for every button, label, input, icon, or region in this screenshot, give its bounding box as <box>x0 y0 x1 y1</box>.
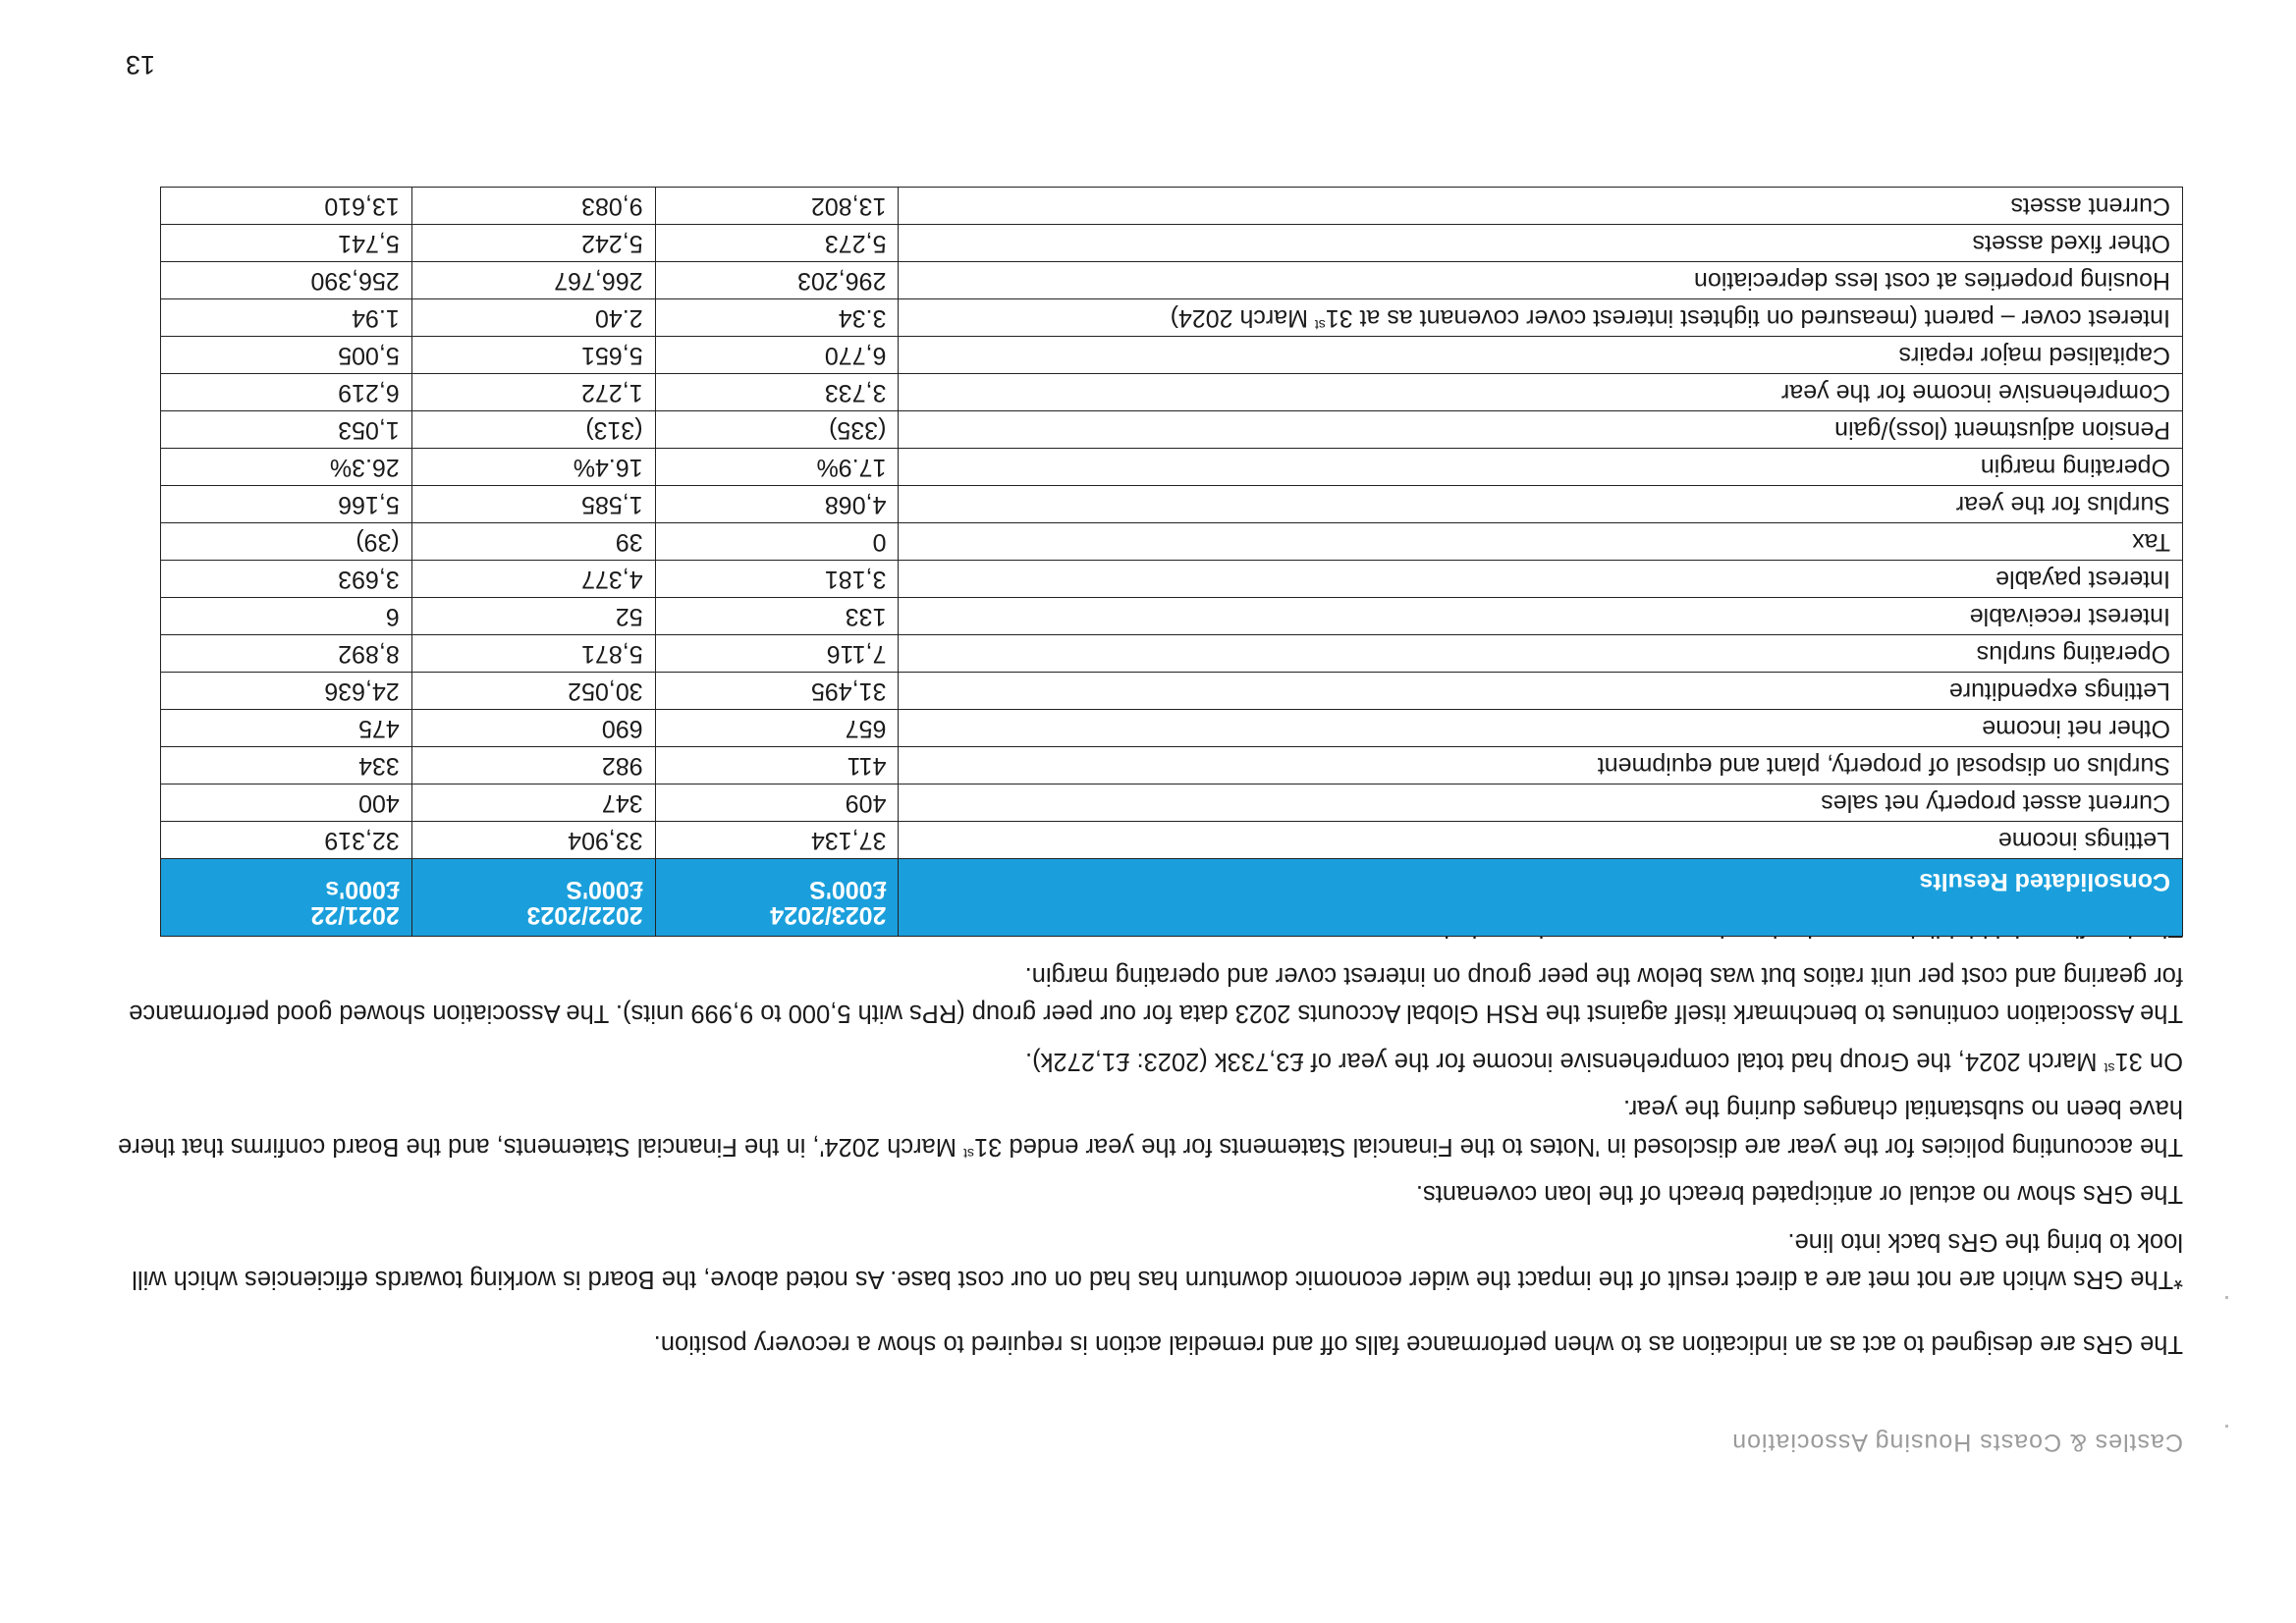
row-value: (313) <box>411 411 655 449</box>
row-label <box>899 747 2183 784</box>
row-value: 0 <box>655 523 899 561</box>
row-value: 3,733 <box>655 374 899 411</box>
row-label-text: Surplus on disposal of property, plant and equipment <box>1597 752 2170 780</box>
row-label <box>899 225 2183 262</box>
row-value: 3,693 <box>161 561 412 598</box>
row-value: 982 <box>411 747 655 784</box>
row-value: 1,053 <box>161 411 412 449</box>
superscript: st <box>1314 317 1326 333</box>
row-value: 33,904 <box>411 822 655 859</box>
row-value: 9,083 <box>411 188 655 225</box>
header-unit: £000's <box>325 876 400 903</box>
row-value: 4,068 <box>655 486 899 523</box>
row-value: 24,636 <box>161 673 412 710</box>
row-value: 5,166 <box>161 486 412 523</box>
row-value: 16.4% <box>411 449 655 486</box>
row-value: 31,495 <box>655 673 899 710</box>
row-label-text: March 2024) <box>1170 304 1315 332</box>
row-value: 133 <box>655 598 899 635</box>
row-value: 5,741 <box>161 225 412 262</box>
row-value: 266,767 <box>411 262 655 299</box>
row-label-text: Interest cover – parent (measured on tightest interest cover covenant as at 31 <box>1325 304 2170 332</box>
table-row <box>161 188 2183 225</box>
table-row <box>161 374 2183 411</box>
margin-mark <box>2225 1425 2228 1428</box>
row-value: (39) <box>161 523 412 561</box>
text-segment: March 2024, the Group had total comprehensive income for the year of £3,733k (2023: £1,272k). <box>1025 1048 2105 1075</box>
row-value: 37,134 <box>655 822 899 859</box>
row-value: 334 <box>161 747 412 784</box>
row-label-text: Tax <box>2132 528 2170 556</box>
row-value: 26.3% <box>161 449 412 486</box>
text-segment: On 31 <box>2114 1048 2183 1075</box>
row-value: 30,052 <box>411 673 655 710</box>
header-year: 2023/2024 <box>770 901 887 929</box>
row-value: 5,871 <box>411 635 655 673</box>
row-label <box>899 635 2183 673</box>
row-label <box>899 486 2183 523</box>
header-year-col <box>655 859 899 937</box>
row-label-text: Lettings income <box>1997 827 2170 854</box>
paragraph-accounting-policies <box>113 1090 2183 1165</box>
paragraph-no-breach: The GRs show no actual or anticipated breach of the loan covenants. <box>1415 1180 2183 1209</box>
row-label <box>899 337 2183 374</box>
row-value: 400 <box>161 784 412 822</box>
row-label <box>899 710 2183 747</box>
row-value: 39 <box>411 523 655 561</box>
row-label-text: Lettings expenditure <box>1948 677 2170 705</box>
row-label <box>899 561 2183 598</box>
row-value: 5,005 <box>161 337 412 374</box>
table-row <box>161 673 2183 710</box>
table-row <box>161 635 2183 673</box>
row-label-text: Other net income <box>1982 715 2170 742</box>
row-value: 7,116 <box>655 635 899 673</box>
header-unit: £000'S <box>809 876 887 903</box>
table-row <box>161 561 2183 598</box>
row-label-text: Interest payable <box>1995 566 2170 593</box>
row-label-text: Current assets <box>2010 192 2170 220</box>
table-body <box>161 188 2183 859</box>
row-value: 6,219 <box>161 374 412 411</box>
row-value: 2.40 <box>411 299 655 337</box>
row-label-text: Pension adjustment (loss)/gain <box>1834 416 2170 444</box>
text-segment: March 2024', in the Financial Statements, and the Board confirms that there have been no substantial changes during the year. <box>118 1095 2183 1161</box>
row-label-text: Operating margin <box>1980 454 2170 481</box>
row-label-text: Housing properties at cost less depreciation <box>1694 267 2170 295</box>
row-value: 17.9% <box>655 449 899 486</box>
paragraph-benchmark: The Association continues to benchmark itself against the RSH Global Accounts 2023 data for our peer group (RPs with 5,000 to 9,999 units). The Association showed good performance for gearing and cost per unit ratios but was below the peer group on interest cover and operating margin. <box>129 962 2183 1028</box>
row-value: 657 <box>655 710 899 747</box>
row-value: 3,181 <box>655 561 899 598</box>
row-label <box>899 262 2183 299</box>
superscript: st <box>963 1146 974 1162</box>
table-header-row <box>161 859 2183 937</box>
row-value: 6,770 <box>655 337 899 374</box>
row-value: 256,390 <box>161 262 412 299</box>
row-value: 690 <box>411 710 655 747</box>
row-value: (335) <box>655 411 899 449</box>
row-value: 6 <box>161 598 412 635</box>
text-segment: The accounting policies for the year are disclosed in 'Notes to the Financial Statements for the year ended 31 <box>974 1133 2183 1161</box>
table-row <box>161 822 2183 859</box>
row-label <box>899 598 2183 635</box>
table-row <box>161 523 2183 561</box>
header-label: Consolidated Results <box>899 859 2183 937</box>
table-row <box>161 262 2183 299</box>
row-label <box>899 411 2183 449</box>
header-year-col <box>411 859 655 937</box>
row-label-text: Capitalised major repairs <box>1898 342 2170 369</box>
row-value: 296,203 <box>655 262 899 299</box>
row-value: 13,802 <box>655 188 899 225</box>
page-number: 13 <box>125 50 155 80</box>
row-value: 52 <box>411 598 655 635</box>
table-row <box>161 710 2183 747</box>
header-unit: £000'S <box>566 876 643 903</box>
paragraph-comprehensive-income <box>113 1043 2183 1081</box>
consolidated-results-table <box>160 187 2183 937</box>
table-row <box>161 598 2183 635</box>
row-value: 32,319 <box>161 822 412 859</box>
body-text <box>113 899 2183 1363</box>
row-value: 347 <box>411 784 655 822</box>
table-row <box>161 225 2183 262</box>
row-value: 13,610 <box>161 188 412 225</box>
row-value: 1,585 <box>411 486 655 523</box>
row-value: 411 <box>655 747 899 784</box>
header-year-col <box>161 859 412 937</box>
row-value: 5,651 <box>411 337 655 374</box>
row-value: 1.94 <box>161 299 412 337</box>
paragraph-grs-purpose: The GRs are designed to act as an indication as to when performance falls off and remedial action is required to show a recovery position. <box>653 1330 2183 1358</box>
row-label-text: Interest receivable <box>1969 603 2170 630</box>
row-label <box>899 299 2183 337</box>
row-value: 1,272 <box>411 374 655 411</box>
header-year: 2022/2023 <box>526 901 643 929</box>
row-label <box>899 673 2183 710</box>
table-row <box>161 784 2183 822</box>
paragraph-grs-not-met: *The GRs which are not met are a direct result of the impact the wider economic downturn has had on our cost base. As noted above, the Board is working towards efficiencies which will look to bring the GRs back into line. <box>132 1228 2183 1294</box>
margin-mark <box>2225 1296 2228 1299</box>
row-value: 8,892 <box>161 635 412 673</box>
row-value: 475 <box>161 710 412 747</box>
table-row <box>161 449 2183 486</box>
row-label <box>899 449 2183 486</box>
table-row <box>161 411 2183 449</box>
header-year: 2021/22 <box>310 901 400 929</box>
row-value: 5,273 <box>655 225 899 262</box>
row-label <box>899 822 2183 859</box>
row-label <box>899 374 2183 411</box>
row-label <box>899 784 2183 822</box>
organisation-header: Castles & Coasts Housing Association <box>1731 1429 2183 1456</box>
row-value: 3.34 <box>655 299 899 337</box>
table-row <box>161 747 2183 784</box>
row-label <box>899 523 2183 561</box>
row-label-text: Other fixed assets <box>1972 230 2170 257</box>
superscript: st <box>2104 1060 2115 1076</box>
row-label-text: Current asset property net sales <box>1821 789 2170 817</box>
row-value: 5,242 <box>411 225 655 262</box>
row-value: 4,377 <box>411 561 655 598</box>
row-label-text: Surplus for the year <box>1955 491 2170 518</box>
row-value: 409 <box>655 784 899 822</box>
row-label <box>899 188 2183 225</box>
row-label-text: Operating surplus <box>1976 640 2170 668</box>
table-row <box>161 337 2183 374</box>
table-row <box>161 486 2183 523</box>
row-label-text: Comprehensive income for the year <box>1780 379 2170 406</box>
table-row <box>161 299 2183 337</box>
